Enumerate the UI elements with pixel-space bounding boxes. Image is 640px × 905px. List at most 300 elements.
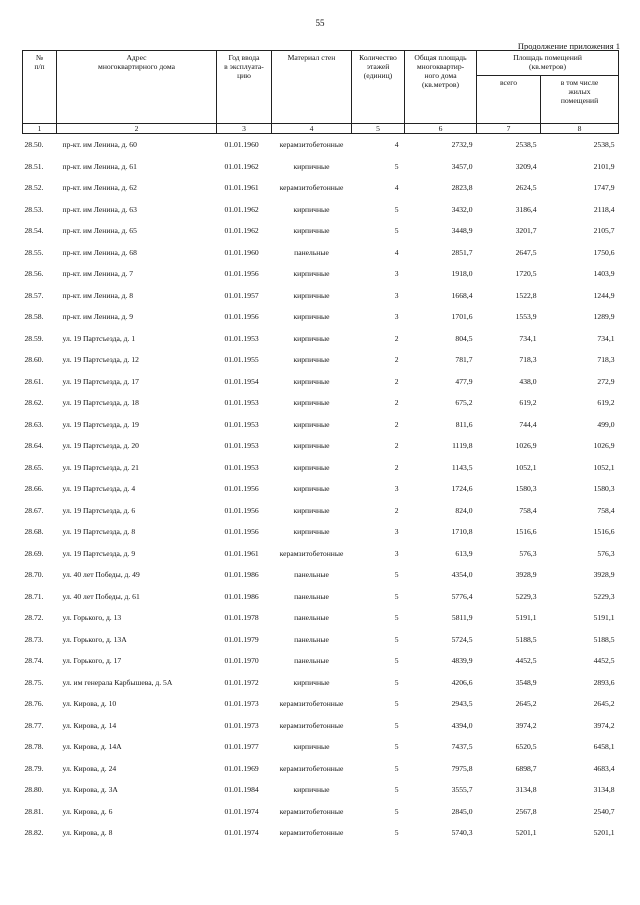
row-number-cell: 28.78. xyxy=(24,742,44,751)
year-built-cell: 01.01.1954 xyxy=(224,376,259,386)
address-cell: ул. Горького, д. 17 xyxy=(62,656,122,665)
address-cell: пр-кт. им Ленина, д. 61 xyxy=(62,161,137,171)
address-cell: ул. Горького, д. 13А xyxy=(62,634,127,644)
floors-cell: 2 xyxy=(394,333,399,343)
table-row xyxy=(23,500,619,522)
row-number-cell: 28.55. xyxy=(24,247,44,257)
wall-material-cell: панельные xyxy=(294,591,329,601)
row-number-cell: 28.64. xyxy=(24,441,44,450)
year-built-cell: 01.01.1956 xyxy=(224,269,259,278)
wall-material-cell: кирпичные xyxy=(293,333,330,343)
wall-material-cell: панельные xyxy=(294,634,329,644)
address-cell: ул. 19 Партсъезда, д. 8 xyxy=(62,527,136,536)
row-number-cell: 28.57. xyxy=(24,290,44,300)
table-row xyxy=(23,521,619,543)
floors-cell: 5 xyxy=(394,570,399,579)
residential-area-cell: 1289,9 xyxy=(593,312,615,321)
premises-area-cell: 3201,7 xyxy=(515,226,537,235)
wall-material-cell: керамзитобетонные xyxy=(279,763,344,773)
premises-area-cell: 3186,4 xyxy=(515,204,537,214)
address-cell: ул. Кирова, д. 10 xyxy=(62,699,117,708)
wall-material-cell: кирпичные xyxy=(293,785,330,794)
premises-area-cell: 576,3 xyxy=(519,548,537,558)
premises-area-cell: 3548,9 xyxy=(515,677,537,687)
table-row xyxy=(23,650,619,672)
row-number-cell: 28.73. xyxy=(24,634,44,644)
table-row xyxy=(23,435,619,457)
year-built-cell: 01.01.1961 xyxy=(224,548,259,558)
row-number-cell: 28.80. xyxy=(24,785,44,794)
total-area-cell: 4394,0 xyxy=(451,720,473,730)
total-area-cell: 2851,7 xyxy=(451,247,473,257)
header-total-area: Общая площадь многоквартир- ного дома (кв.метров) xyxy=(405,51,477,124)
floors-cell: 5 xyxy=(394,763,399,773)
address-cell: пр-кт. им Ленина, д. 65 xyxy=(62,226,137,235)
floors-cell: 3 xyxy=(394,548,399,558)
header-address: Адрес многоквартирного дома xyxy=(57,51,217,124)
total-area-cell: 824,0 xyxy=(455,505,473,515)
header-year: Год ввода в эксплуата- цию xyxy=(217,51,272,124)
wall-material-cell: кирпичные xyxy=(293,269,330,278)
floors-cell: 5 xyxy=(394,634,399,644)
column-number: 7 xyxy=(477,124,541,134)
premises-area-cell: 1516,6 xyxy=(515,527,537,536)
residential-area-cell: 5188,5 xyxy=(593,634,615,644)
premises-area-cell: 1580,3 xyxy=(515,484,537,493)
address-cell: ул. 19 Партсъезда, д. 12 xyxy=(62,355,139,364)
total-area-cell: 1143,5 xyxy=(451,462,473,472)
row-number-cell: 28.72. xyxy=(24,613,44,622)
premises-area-cell: 1026,9 xyxy=(515,441,537,450)
residential-area-cell: 2538,5 xyxy=(593,140,615,149)
table-row xyxy=(23,607,619,629)
year-built-cell: 01.01.1953 xyxy=(224,398,259,407)
residential-area-cell: 2118,4 xyxy=(593,204,615,214)
header-premises-all: всего xyxy=(477,75,541,123)
residential-area-cell: 2540,7 xyxy=(593,806,615,816)
residential-area-cell: 2893,6 xyxy=(593,677,615,687)
table-row xyxy=(23,263,619,285)
total-area-cell: 477,9 xyxy=(455,376,473,386)
address-cell: ул. Кирова, д. 3А xyxy=(62,785,118,794)
table-row xyxy=(23,736,619,758)
total-area-cell: 3457,0 xyxy=(451,161,473,171)
address-cell: ул. 19 Партсъезда, д. 9 xyxy=(62,548,136,558)
total-area-cell: 5776,4 xyxy=(451,591,473,601)
year-built-cell: 01.01.1956 xyxy=(224,484,259,493)
total-area-cell: 2845,0 xyxy=(451,806,473,816)
premises-area-cell: 5229,3 xyxy=(515,591,537,601)
floors-cell: 5 xyxy=(394,591,399,601)
address-cell: пр-кт. им Ленина, д. 7 xyxy=(62,269,134,278)
premises-area-cell: 3928,9 xyxy=(515,570,537,579)
table-row xyxy=(23,715,619,737)
wall-material-cell: кирпичные xyxy=(293,398,330,407)
row-number-cell: 28.76. xyxy=(24,699,44,708)
year-built-cell: 01.01.1956 xyxy=(224,312,259,321)
row-number-cell: 28.68. xyxy=(24,527,44,536)
premises-area-cell: 2567,8 xyxy=(515,806,537,816)
floors-cell: 5 xyxy=(394,656,399,665)
floors-cell: 2 xyxy=(394,441,399,450)
table-row xyxy=(23,693,619,715)
header-material: Материал стен xyxy=(272,51,352,124)
row-number-cell: 28.63. xyxy=(24,419,44,429)
floors-cell: 4 xyxy=(394,247,399,257)
total-area-cell: 811,6 xyxy=(455,419,473,429)
total-area-cell: 675,2 xyxy=(455,398,473,407)
row-number-cell: 28.54. xyxy=(24,226,44,235)
address-cell: ул. 19 Партсъезда, д. 18 xyxy=(62,398,139,407)
year-built-cell: 01.01.1962 xyxy=(224,204,259,214)
year-built-cell: 01.01.1970 xyxy=(224,656,259,665)
address-cell: ул. им генерала Карбышева, д. 5А xyxy=(62,677,173,687)
residential-area-cell: 3134,8 xyxy=(593,785,615,794)
residential-area-cell: 499,0 xyxy=(597,419,615,429)
table-row xyxy=(23,371,619,393)
year-built-cell: 01.01.1962 xyxy=(224,226,259,235)
row-number-cell: 28.71. xyxy=(24,591,44,601)
year-built-cell: 01.01.1961 xyxy=(224,183,259,192)
premises-area-cell: 6520,5 xyxy=(515,742,537,751)
table-row xyxy=(23,220,619,242)
row-number-cell: 28.56. xyxy=(24,269,44,278)
residential-area-cell: 2645,2 xyxy=(593,699,615,708)
premises-area-cell: 1522,8 xyxy=(515,290,537,300)
table-row xyxy=(23,177,619,199)
year-built-cell: 01.01.1953 xyxy=(224,441,259,450)
row-number-cell: 28.75. xyxy=(24,677,44,687)
year-built-cell: 01.01.1956 xyxy=(224,527,259,536)
table-row xyxy=(23,328,619,350)
address-cell: пр-кт. им Ленина, д. 8 xyxy=(62,290,134,300)
column-number: 8 xyxy=(541,124,619,134)
year-built-cell: 01.01.1953 xyxy=(224,333,259,343)
floors-cell: 5 xyxy=(394,613,399,622)
year-built-cell: 01.01.1984 xyxy=(224,785,259,794)
premises-area-cell: 1553,9 xyxy=(515,312,537,321)
premises-area-cell: 744,4 xyxy=(519,419,537,429)
column-number: 5 xyxy=(352,124,405,134)
total-area-cell: 1701,6 xyxy=(451,312,473,321)
table-row xyxy=(23,199,619,221)
residential-area-cell: 2101,9 xyxy=(593,161,615,171)
table-row xyxy=(23,478,619,500)
wall-material-cell: керамзитобетонные xyxy=(279,140,344,149)
residential-area-cell: 4683,4 xyxy=(593,763,615,773)
table-row xyxy=(23,564,619,586)
header-floors: Количество этажей (единиц) xyxy=(352,51,405,124)
wall-material-cell: кирпичные xyxy=(293,462,330,472)
total-area-cell: 804,5 xyxy=(455,333,473,343)
residential-area-cell: 1052,1 xyxy=(593,462,615,472)
wall-material-cell: панельные xyxy=(294,247,329,257)
year-built-cell: 01.01.1978 xyxy=(224,613,259,622)
residential-area-cell: 734,1 xyxy=(597,333,615,343)
table-row xyxy=(23,543,619,565)
residential-area-cell: 1244,9 xyxy=(593,290,615,300)
premises-area-cell: 1720,5 xyxy=(515,269,537,278)
floors-cell: 5 xyxy=(394,677,399,687)
wall-material-cell: керамзитобетонные xyxy=(279,699,344,708)
year-built-cell: 01.01.1972 xyxy=(224,677,259,687)
floors-cell: 5 xyxy=(394,161,399,171)
wall-material-cell: кирпичные xyxy=(293,290,330,300)
wall-material-cell: керамзитобетонные xyxy=(279,828,344,837)
year-built-cell: 01.01.1973 xyxy=(224,720,259,730)
header-premises-residential: в том числе жилых помещений xyxy=(541,75,619,123)
address-cell: ул. 19 Партсъезда, д. 4 xyxy=(62,484,136,493)
wall-material-cell: керамзитобетонные xyxy=(279,548,344,558)
table-row xyxy=(23,672,619,694)
residential-area-cell: 3974,2 xyxy=(593,720,615,730)
row-number-cell: 28.50. xyxy=(24,140,44,149)
wall-material-cell: керамзитобетонные xyxy=(279,183,344,192)
row-number-cell: 28.65. xyxy=(24,462,44,472)
premises-area-cell: 1052,1 xyxy=(515,462,537,472)
header-premises-area: Площадь помещений (кв.метров) xyxy=(477,51,619,76)
column-number: 1 xyxy=(23,124,57,134)
wall-material-cell: кирпичные xyxy=(293,484,330,493)
premises-area-cell: 3209,4 xyxy=(515,161,537,171)
year-built-cell: 01.01.1962 xyxy=(224,161,259,171)
total-area-cell: 613,9 xyxy=(455,548,473,558)
floors-cell: 2 xyxy=(394,398,399,407)
residential-area-cell: 1750,6 xyxy=(593,247,615,257)
row-number-cell: 28.51. xyxy=(24,161,44,171)
floors-cell: 5 xyxy=(394,204,399,214)
wall-material-cell: панельные xyxy=(294,656,329,665)
floors-cell: 2 xyxy=(394,462,399,472)
row-number-cell: 28.74. xyxy=(24,656,44,665)
premises-area-cell: 619,2 xyxy=(519,398,537,407)
floors-cell: 5 xyxy=(394,226,399,235)
floors-cell: 4 xyxy=(394,183,399,192)
year-built-cell: 01.01.1956 xyxy=(224,505,259,515)
address-cell: ул. 19 Партсъезда, д. 17 xyxy=(62,376,139,386)
premises-area-cell: 6898,7 xyxy=(515,763,537,773)
year-built-cell: 01.01.1973 xyxy=(224,699,259,708)
address-cell: ул. Кирова, д. 6 xyxy=(62,806,113,816)
address-cell: ул. 19 Партсъезда, д. 6 xyxy=(62,505,136,515)
wall-material-cell: кирпичные xyxy=(293,312,330,321)
floors-cell: 5 xyxy=(394,699,399,708)
table-row xyxy=(23,586,619,608)
floors-cell: 2 xyxy=(394,505,399,515)
wall-material-cell: панельные xyxy=(294,613,329,622)
residential-area-cell: 718,3 xyxy=(597,355,615,364)
residential-area-cell: 4452,5 xyxy=(593,656,615,665)
total-area-cell: 4839,9 xyxy=(451,656,473,665)
premises-area-cell: 2647,5 xyxy=(515,247,537,257)
address-cell: пр-кт. им Ленина, д. 68 xyxy=(62,247,137,257)
premises-area-cell: 2624,5 xyxy=(515,183,537,192)
total-area-cell: 781,7 xyxy=(455,355,473,364)
floors-cell: 5 xyxy=(394,806,399,816)
column-numbers-row xyxy=(23,124,619,134)
address-cell: ул. Кирова, д. 8 xyxy=(62,828,113,837)
row-number-cell: 28.59. xyxy=(24,333,44,343)
year-built-cell: 01.01.1955 xyxy=(224,355,259,364)
total-area-cell: 5811,9 xyxy=(451,613,473,622)
address-cell: ул. 40 лет Победы, д. 49 xyxy=(62,570,140,579)
table-row xyxy=(23,758,619,780)
floors-cell: 3 xyxy=(394,527,399,536)
table-row xyxy=(23,134,619,156)
residential-area-cell: 5191,1 xyxy=(593,613,615,622)
column-number: 2 xyxy=(57,124,217,134)
wall-material-cell: кирпичные xyxy=(293,419,330,429)
address-cell: ул. 19 Партсъезда, д. 21 xyxy=(62,462,139,472)
total-area-cell: 1668,4 xyxy=(451,290,473,300)
floors-cell: 3 xyxy=(394,312,399,321)
residential-area-cell: 1747,9 xyxy=(593,183,615,192)
address-cell: пр-кт. им Ленина, д. 63 xyxy=(62,204,137,214)
housing-table xyxy=(22,50,619,844)
table-row xyxy=(23,285,619,307)
total-area-cell: 5724,5 xyxy=(451,634,473,644)
row-number-cell: 28.58. xyxy=(24,312,44,321)
premises-area-cell: 5188,5 xyxy=(515,634,537,644)
total-area-cell: 1724,6 xyxy=(451,484,473,493)
row-number-cell: 28.81. xyxy=(24,806,44,816)
total-area-cell: 4206,6 xyxy=(451,677,473,687)
total-area-cell: 5740,3 xyxy=(451,828,473,837)
wall-material-cell: кирпичные xyxy=(293,677,330,687)
address-cell: пр-кт. им Ленина, д. 9 xyxy=(62,312,134,321)
wall-material-cell: кирпичные xyxy=(293,355,330,364)
floors-cell: 5 xyxy=(394,828,399,837)
wall-material-cell: керамзитобетонные xyxy=(279,720,344,730)
floors-cell: 5 xyxy=(394,785,399,794)
year-built-cell: 01.01.1953 xyxy=(224,419,259,429)
floors-cell: 2 xyxy=(394,376,399,386)
floors-cell: 3 xyxy=(394,484,399,493)
floors-cell: 3 xyxy=(394,269,399,278)
table-row xyxy=(23,242,619,264)
total-area-cell: 2943,5 xyxy=(451,699,473,708)
year-built-cell: 01.01.1953 xyxy=(224,462,259,472)
total-area-cell: 7437,5 xyxy=(451,742,473,751)
premises-area-cell: 3974,2 xyxy=(515,720,537,730)
row-number-cell: 28.67. xyxy=(24,505,44,515)
year-built-cell: 01.01.1969 xyxy=(224,763,259,773)
floors-cell: 5 xyxy=(394,742,399,751)
residential-area-cell: 5229,3 xyxy=(593,591,615,601)
floors-cell: 5 xyxy=(394,720,399,730)
premises-area-cell: 718,3 xyxy=(519,355,537,364)
residential-area-cell: 576,3 xyxy=(597,548,615,558)
year-built-cell: 01.01.1960 xyxy=(224,247,259,257)
total-area-cell: 3555,7 xyxy=(451,785,473,794)
table-row xyxy=(23,392,619,414)
total-area-cell: 3448,9 xyxy=(451,226,473,235)
page-number: 55 xyxy=(315,18,325,28)
wall-material-cell: панельные xyxy=(294,570,329,579)
header-num: № п/п xyxy=(23,51,57,124)
address-cell: ул. Кирова, д. 14А xyxy=(62,742,122,751)
table-row xyxy=(23,801,619,823)
address-cell: пр-кт. им Ленина, д. 62 xyxy=(62,183,137,192)
address-cell: ул. 19 Партсъезда, д. 19 xyxy=(62,419,139,429)
row-number-cell: 28.61. xyxy=(24,376,44,386)
premises-area-cell: 3134,8 xyxy=(515,785,537,794)
floors-cell: 2 xyxy=(394,419,399,429)
total-area-cell: 2823,8 xyxy=(451,183,473,192)
residential-area-cell: 1403,9 xyxy=(593,269,615,278)
total-area-cell: 4354,0 xyxy=(451,570,473,579)
premises-area-cell: 758,4 xyxy=(519,505,537,515)
residential-area-cell: 2105,7 xyxy=(593,226,615,235)
floors-cell: 4 xyxy=(394,140,399,149)
table-row xyxy=(23,306,619,328)
column-number: 4 xyxy=(272,124,352,134)
year-built-cell: 01.01.1974 xyxy=(224,828,259,837)
table-row xyxy=(23,457,619,479)
row-number-cell: 28.70. xyxy=(24,570,44,579)
row-number-cell: 28.60. xyxy=(24,355,44,364)
column-number: 3 xyxy=(217,124,272,134)
premises-area-cell: 4452,5 xyxy=(515,656,537,665)
total-area-cell: 7975,8 xyxy=(451,763,473,773)
residential-area-cell: 6458,1 xyxy=(593,742,615,751)
table-row xyxy=(23,156,619,178)
premises-area-cell: 438,0 xyxy=(519,376,537,386)
address-cell: ул. Горького, д. 13 xyxy=(62,613,122,622)
row-number-cell: 28.82. xyxy=(24,828,44,837)
wall-material-cell: керамзитобетонные xyxy=(279,806,344,816)
address-cell: ул. 40 лет Победы, д. 61 xyxy=(62,591,140,601)
wall-material-cell: кирпичные xyxy=(293,742,330,751)
year-built-cell: 01.01.1986 xyxy=(224,591,259,601)
row-number-cell: 28.79. xyxy=(24,763,44,773)
row-number-cell: 28.69. xyxy=(24,548,44,558)
address-cell: ул. Кирова, д. 24 xyxy=(62,763,117,773)
wall-material-cell: кирпичные xyxy=(293,161,330,171)
total-area-cell: 1119,8 xyxy=(452,441,473,450)
residential-area-cell: 1516,6 xyxy=(593,527,615,536)
floors-cell: 2 xyxy=(394,355,399,364)
row-number-cell: 28.66. xyxy=(24,484,44,493)
premises-area-cell: 2645,2 xyxy=(515,699,537,708)
row-number-cell: 28.53. xyxy=(24,204,44,214)
table-row xyxy=(23,822,619,844)
residential-area-cell: 272,9 xyxy=(597,376,615,386)
address-cell: пр-кт. им Ленина, д. 60 xyxy=(62,140,137,149)
premises-area-cell: 5201,1 xyxy=(515,828,537,837)
wall-material-cell: кирпичные xyxy=(293,226,330,235)
total-area-cell: 1710,8 xyxy=(451,527,473,536)
premises-area-cell: 2538,5 xyxy=(515,140,537,149)
wall-material-cell: кирпичные xyxy=(293,505,330,515)
residential-area-cell: 5201,1 xyxy=(593,828,615,837)
table-body xyxy=(23,134,619,844)
row-number-cell: 28.52. xyxy=(24,183,44,192)
year-built-cell: 01.01.1977 xyxy=(224,742,259,751)
floors-cell: 3 xyxy=(394,290,399,300)
table-row xyxy=(23,349,619,371)
year-built-cell: 01.01.1957 xyxy=(224,290,259,300)
premises-area-cell: 734,1 xyxy=(519,333,537,343)
residential-area-cell: 1580,3 xyxy=(593,484,615,493)
address-cell: ул. 19 Партсъезда, д. 1 xyxy=(62,333,136,343)
residential-area-cell: 1026,9 xyxy=(593,441,615,450)
total-area-cell: 1918,0 xyxy=(451,269,473,278)
address-cell: ул. Кирова, д. 14 xyxy=(62,720,117,730)
row-number-cell: 28.77. xyxy=(24,720,44,730)
continuation-note: Продолжение приложения 1 xyxy=(517,41,620,51)
table-row xyxy=(23,414,619,436)
